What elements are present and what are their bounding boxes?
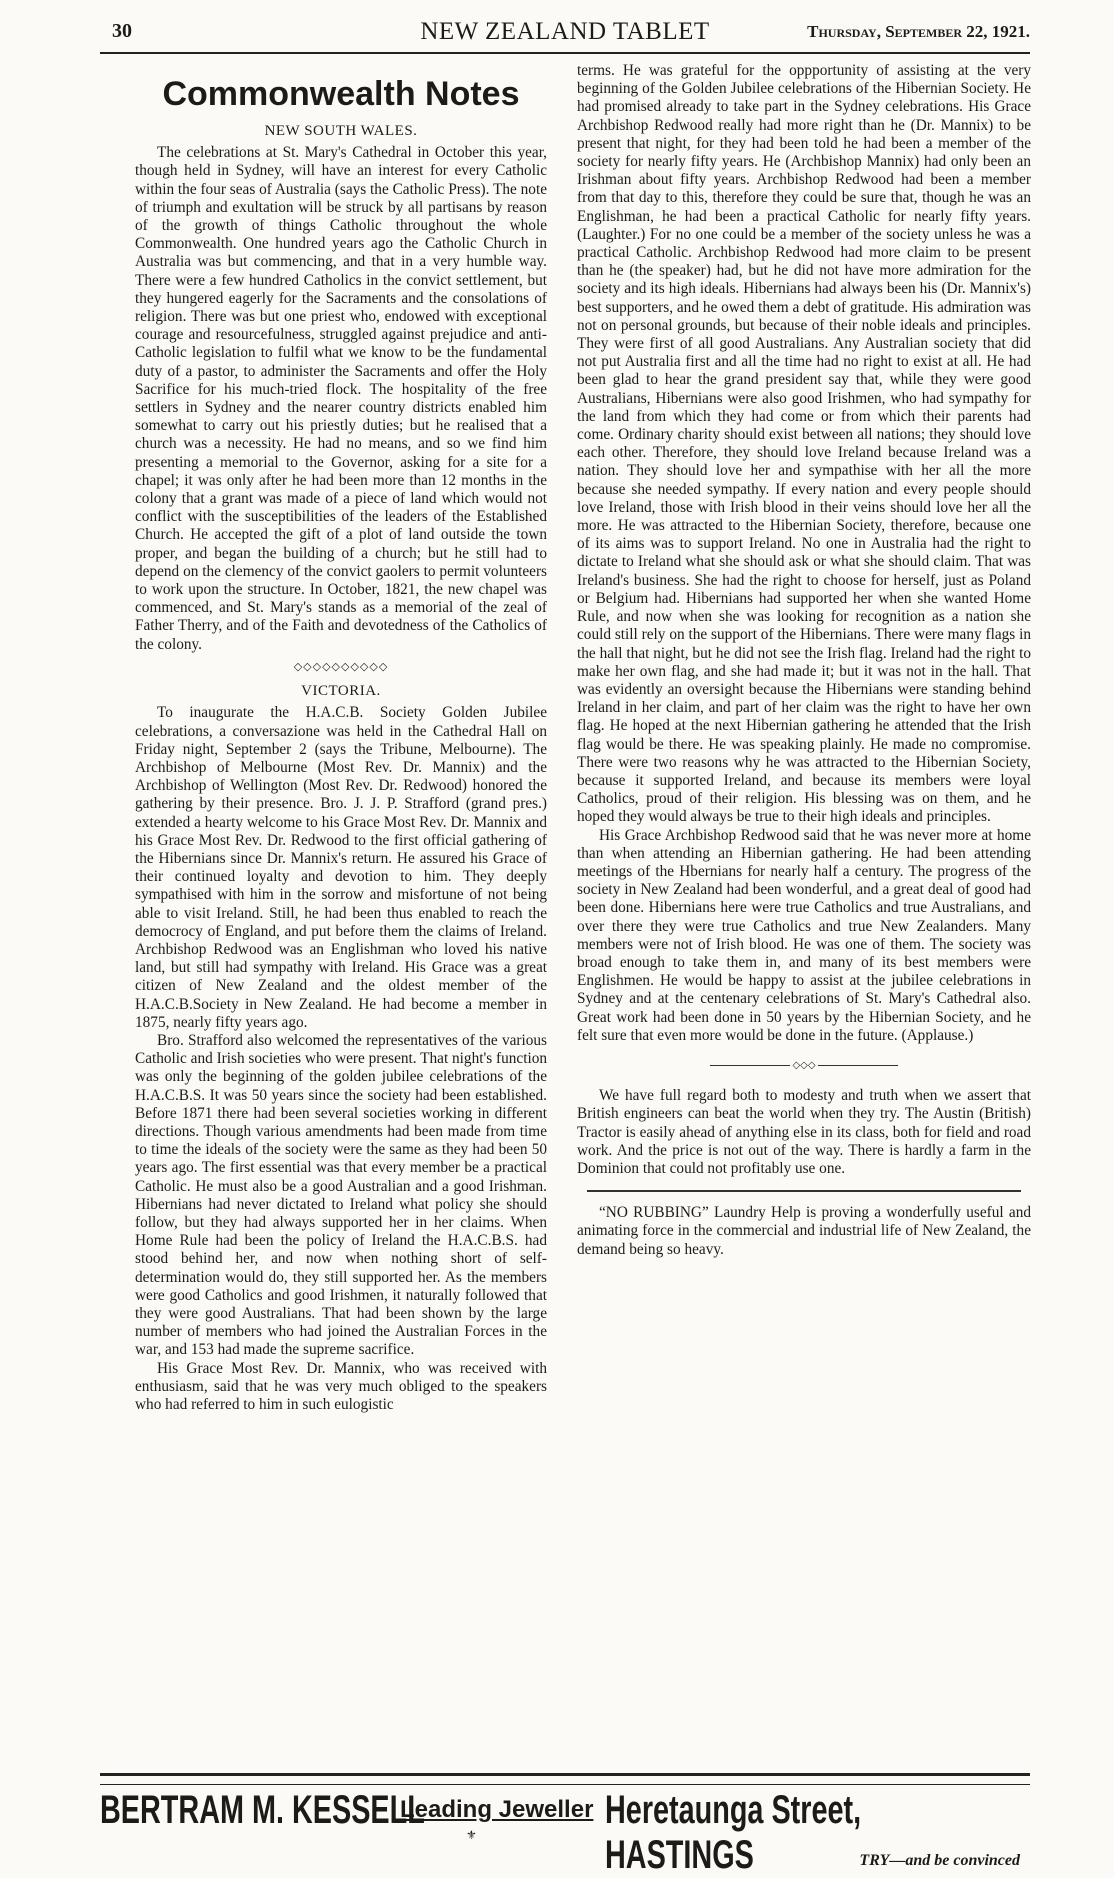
notice-text: “NO RUBBING” Laundry Help is proving a wonderfully useful and animating force in the commercial and industrial life of New Zealand, the demand being so heavy. — [577, 1204, 1031, 1258]
notice-laundry — [577, 1204, 1031, 1259]
divider-line — [818, 1065, 898, 1066]
nsw-paragraph: The celebrations at St. Mary's Cathedral in October this year, though held in Sydney, will have an interest for every Catholic within the four seas of Australia (says the Catholic Press). The note of triumph and exultation will be struck by all partisans by reason of the growth of things Catholic throughout the whole Commonwealth. One hundred years ago the Catholic Church in Australia was but commencing, and that in a very humble way. There were a few hundred Catholics in the convict settlement, but they hungered eagerly for the Sacraments and the consolations of religion. There was but one priest who, endowed with exceptional courage and resourcefulness, struggled against prejudice and anti-Catholic legislation to fulfil what we know to be the fundamental duty of a pastor, to administer the Sacraments and offer the Holy Sacrifice for his much-tried flock. The hospitality of the free settlers in Sydney and the nearer country districts enabled him somewhat to carry out his priestly duties; but he realised that a church was a necessity. He had no means, and so we find him presenting a memorial to the Governor, asking for a site for a chapel; it was only after he had been more than 12 months in the colony that a grant was made of a piece of land which would not conflict with the susceptibilities of the leaders of the Established Church. He accepted the gift of a plot of land outside the town proper, and began the building of a church; but he still had to depend on the clemency of the convict gaolers to permit volunteers to work upon the structure. In October, 1821, the new chapel was commenced, and St. Mary's stands as a memorial of the zeal of Father Therry, and of the Faith and devotedness of the Catholics of the colony. — [135, 144, 547, 653]
victoria-paragraph: Bro. Strafford also welcomed the representatives of the various Catholic and Irish societies who were present. That night's function was only the beginning of the golden jubilee celebrations of the H.A.C.B.S. It was 50 years since the society had been established. Before 1871 there had been several societies working in different directions. Though various amendments had been made from time to time the ideals of the society were the same as they had been 50 years ago. The first essential was that every member be a practical Catholic. He must also be a good Australian and a good Irishman. Hibernians had never dictated to Ireland what policy she should follow, but they had always supported her in her claims. When Home Rule had been the policy of Ireland the H.A.C.B.S. had stood behind her, and now when nothing short of self-determination would do, they still supported her. As the members were good Catholics and good Irishmen, it naturally followed that they were good Australians. That had been shown by the large number of members who had joined the Australian Forces in the war, and 153 had made the supreme sacrifice. — [135, 1031, 547, 1359]
crest-icon: ⚜ — [466, 1828, 477, 1842]
page-number: 30 — [112, 20, 132, 42]
victoria-paragraph: To inaugurate the H.A.C.B. Society Golden Jubilee celebrations, a conversazione was held in the Cathedral Hall on Friday night, September 2 (says the Tribune, Melbourne). The Archbishop of Melbourne (Most Rev. Dr. Mannix) and the Archbishop of Wellington (Most Rev. Dr. Redwood) honored the gathering by their presence. Bro. J. J. P. Strafford (grand pres.) extended a hearty welcome to his Grace Most Rev. Dr. Mannix and his Grace Most Rev. Dr. Redwood to the first official gathering of the Hibernians since Dr. Mannix's return. He assured his Grace of their continued loyalty and devotion to him. They deeply sympathised with him in the sorrow and misfortune of not being able to visit Ireland. Still, he had been thus enabled to reach the democrocy of England, and put before them the claims of Ireland. Archbishop Redwood was an Englishman who loved his native land, but still had sympathy with Ireland. His Grace was a great citizen of New Zealand and the oldest member of the H.A.C.B.Society in New Zealand. He had become a member in 1875, nearly fifty years ago. — [135, 704, 547, 1031]
right-column — [577, 62, 1031, 1862]
advertiser-address: Heretaunga Street, HASTINGS — [605, 1788, 862, 1877]
section-ornament: ◇◇◇◇◇◇◇◇◇◇ — [293, 660, 389, 673]
divider-diamonds: ◇◇◇ — [792, 1059, 816, 1071]
advertiser-trade: Leading Jeweller — [400, 1796, 594, 1823]
issue-date: Thursday, September 22, 1921. — [807, 22, 1030, 41]
victoria-paragraph: His Grace Archbishop Redwood said that he was never more at home than when attending an Hibernian gathering. He had been attending meetings of the Hbernians for nearly half a century. The progress of the society in New Zealand had been wonderful, and a great deal of good had been done. Hibernians here were true Catholics and true Australians, and over there they were true Catholics and true New Zealanders. Many members were not of Irish blood. He was one of them. The society was broad enough to take them in, and many of its best members were Englishmen. He would be happy to assist at the jubilee celebrations in Sydney and at the centenary celebrations of St. Mary's Cathedral also. Great work had been done in 50 years by the Hibernian Society, and he felt sure that even more would be done in the future. (Applause.) — [577, 826, 1031, 1044]
section-heading-victoria: VICTORIA. — [301, 683, 381, 700]
page-header — [100, 18, 1030, 54]
article-headline: Commonwealth Notes — [162, 75, 520, 113]
advertiser-slogan: TRY—and be convinced — [859, 1852, 1020, 1869]
notice-text: We have full regard both to modesty and truth when we assert that British engineers can beat the world when they try. The Austin (British) Tractor is easily ahead of anything else in its class, both for field and road work. And the price is not out of the way. There is hardly a farm in the Dominion that could not profitably use one. — [577, 1087, 1031, 1177]
notice-divider — [587, 1190, 1021, 1192]
divider-ornament — [577, 1057, 1031, 1075]
section-heading-nsw: NEW SOUTH WALES. — [264, 123, 418, 139]
advertiser-name: BERTRAM M. KESSELL — [100, 1788, 425, 1832]
victoria-paragraph: His Grace Most Rev. Dr. Mannix, who was received with enthusiasm, said that he was very much obliged to the speakers who had referred to him in such eulogistic — [135, 1359, 547, 1414]
victoria-paragraph-continued: terms. He was grateful for the oppportunity of assisting at the very beginning of the Golden Jubilee celebrations of the Hibernian Society. He had promised already to take part in the Sydney celebrations. His Grace Archbishop Redwood really had more right than he (Dr. Mannix) to be present that night, for they had been told he had been a member of the society for nearly fifty years. He (Archbishop Mannix) had only been an Irishman about fifty years. Archbishop Redwood had been a member from that day to this, therefore they could be sure that, though he was an Englishman, he had been a practical Catholic for nearly fifty years. (Laughter.) For no one could be a member of the society unless he was a practical Catholic. Archbishop Redwood had more claim to be present than he (the speaker) had, but he did not have more admiration for the society and its high ideals. Hibernians had always been his (Dr. Mannix's) best supporters, and he owed them a debt of gratitude. His admiration was not on personal grounds, but because of their noble ideals and principles. They were first of all good Australians. Any Australian society that did not put Australia first and all the time had no right to exist at all. He had been glad to hear the grand president say that, while they were good Australians, Hibernians were also good Irishmen, who had sympathy for the land from which they had come or from which their parents had come. Ordinary charity should exist between all nations; they should love each other. Therefore, they should love Ireland because Ireland was a nation. They should love her and sympathise with her all the more because she needed sympathy. If every nation and every people should love Ireland, those with Irish blood in their veins should love her all the more. He was attracted to the Hibernian Society, therefore, because one of its aims was to support Ireland. No one in Australia had the right to dictate to Ireland what she should ask or what she should claim. That was Ireland's business. She had the right to choose for herself, just as Poland or Belgium had. Hibernians had supported her when she wanted Home Rule, and now when she was looking for recognition as a nation she could still rely on the support of the Hibernians. There were many flags in the hall that night, but he did not see the Irish flag. Ireland had the right to make her own flag, and she had made it; but it was not in the hall. That was evidently an oversight because the Hibernians were standing behind Ireland in her claim, and part of her claim was the right to have her own flag. He hoped at the next Hibernian gathering he attended that the Irish flag would be there. He was speaking plainly. He made no compromise. There were two reasons why he was attracted to the Hibernian Society, because it supported Ireland, and because its members were loyal Catholics, proud of their religion. His blessing was on them, and he hoped they would always be true to their high ideals and principles. — [577, 62, 1031, 826]
left-column — [135, 74, 547, 1874]
jeweller-advertisement — [100, 1784, 1030, 1877]
divider-line — [710, 1065, 790, 1066]
notice-tractor — [577, 1087, 1031, 1178]
newspaper-title: NEW ZEALAND TABLET — [420, 18, 710, 45]
